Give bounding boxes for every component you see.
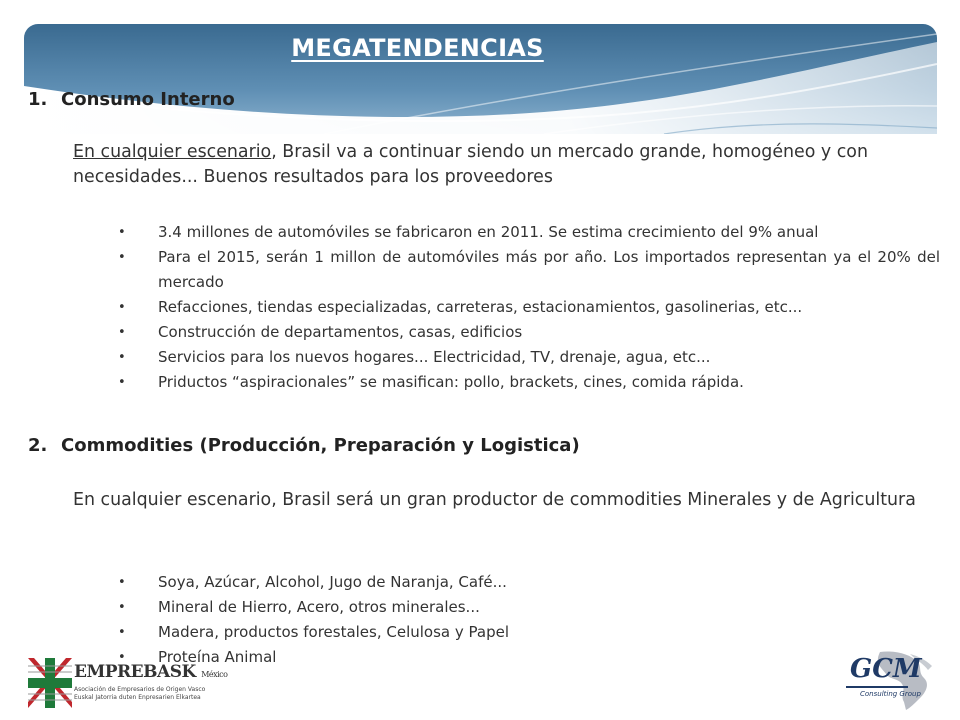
section-1-number: 1. (28, 89, 48, 110)
list-item: • Priductos “aspiracionales” se masifican: pollo, brackets, cines, comida rápida. (118, 370, 940, 395)
section-1-bullet-list (118, 220, 940, 395)
section-2-title: Commodities (Producción, Preparación y Logistica) (61, 435, 580, 456)
section-1-intro-rest: , Brasil va a continuar siendo un mercado grande, homogéneo y con necesidades... Buenos resultados para los proveedores (73, 142, 868, 187)
section-1-title: Consumo Interno (61, 89, 235, 110)
section-1-intro (73, 140, 941, 190)
emprebask-name: EMPREBASK (74, 662, 196, 682)
list-item: • Soya, Azúcar, Alcohol, Jugo de Naranja, Café... (118, 570, 940, 595)
section-1-heading (28, 89, 235, 110)
section-1-intro-underlined: En cualquier escenario (73, 142, 272, 162)
list-item: • Servicios para los nuevos hogares... Electricidad, TV, drenaje, agua, etc... (118, 345, 940, 370)
section-2-bullet-list (118, 570, 940, 670)
emprebask-suffix: México (201, 670, 228, 679)
emprebask-line-2: Euskal Jatorria duten Enpresarien Elkartea (74, 694, 201, 701)
gcm-name: GCM (850, 654, 922, 684)
list-item: • Madera, productos forestales, Celulosa y Papel (118, 620, 940, 645)
list-item: • Refacciones, tiendas especializadas, carreteras, estacionamientos, gasolinerias, etc... (118, 295, 940, 320)
gcm-divider (846, 686, 908, 688)
section-2-number: 2. (28, 435, 48, 456)
list-item: • Construcción de departamentos, casas, edificios (118, 320, 940, 345)
emprebask-flag-icon (28, 658, 72, 708)
list-item: • 3.4 millones de automóviles se fabricaron en 2011. Se estima crecimiento del 9% anual (118, 220, 940, 245)
page-title: MEGATENDENCIAS (291, 34, 544, 62)
emprebask-line-1: Asociación de Empresarios de Origen Vasco (74, 686, 206, 693)
section-2-intro: En cualquier escenario, Brasil será un gran productor de commodities Minerales y de Agricultura (73, 490, 916, 510)
gcm-tagline: Consulting Group (860, 690, 921, 698)
gcm-logo (840, 648, 940, 712)
section-2-heading (28, 435, 580, 456)
list-item: • Mineral de Hierro, Acero, otros minerales... (118, 595, 940, 620)
emprebask-logo (28, 656, 228, 712)
list-item: • Proteína Animal (118, 645, 940, 670)
list-item: • Para el 2015, serán 1 millon de automóviles más por año. Los importados representan ya el 20% del mercado (118, 245, 940, 295)
